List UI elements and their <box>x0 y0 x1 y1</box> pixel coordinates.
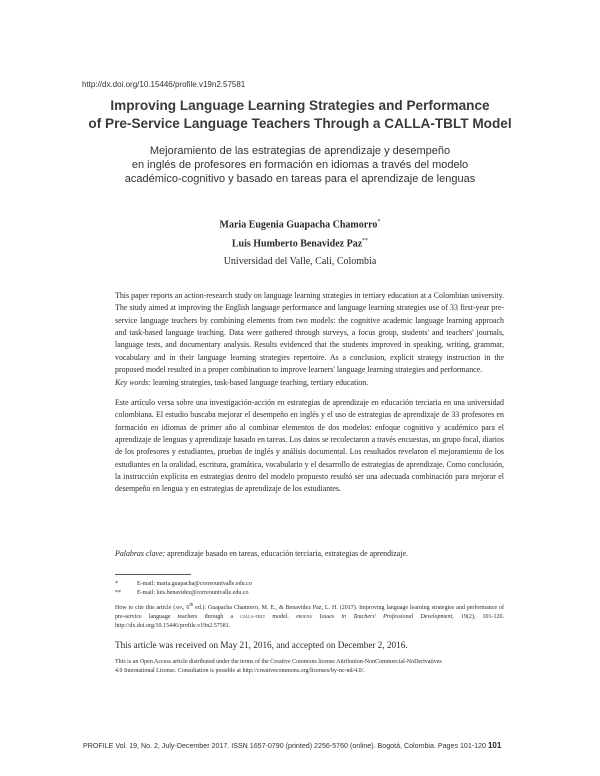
citation-journal: Issues in Teachers' Professional Development <box>312 614 453 621</box>
title-english-line-2: of Pre-Service Language Teachers Through a CALLA-TBLT Model <box>88 116 512 131</box>
author-1-mark: * <box>377 219 381 225</box>
author-2-name: Luis Humberto Benavidez Paz <box>231 238 363 250</box>
footnote-divider <box>115 574 191 575</box>
abstract-spanish: Este artículo versa sobre una investigación-acción en estrategias de aprendizaje en educación terciaria en una universidad colombiana. El estudio buscaba mejorar el desempeño en inglés y el uso de estrategias de aprendizaje de 33 profesores en formación en idiomas de primer año al combinar elementos de dos modelos: enfoque cognitivo y académico para el aprendizaje de lenguas y aprendizaje basado en tareas. Los datos se recolectaron a través encuestas, un grupo focal, diarios de los profesores y estudiantes, pruebas de inglés y análisis documental. Los resultados revelaron el mejoramiento de los estudiantes en la oralidad, escritura, gramática, vocabulario y el desarrollo de estrategias de aprendizaje. Como conclusión, la instrucción explícita en estrategias dentro del modelo propuesto resultó ser una adecuada combinación para mejorar el desempeño en lengua y en estrategias de aprendizaje de los estudiantes. <box>115 398 504 494</box>
author-1-name: Maria Eugenia Guapacha Chamorro <box>219 219 378 231</box>
citation-edition-sup: th <box>189 603 194 608</box>
author-2-mark: ** <box>362 238 369 245</box>
footnote-2 <box>115 589 248 597</box>
license-line-2: 4.0 International License. Consultation is possible at http://creativecommons.org/licenses/by-nc-nd/4.0/. <box>115 668 365 675</box>
footnote-1 <box>115 580 252 588</box>
author-block <box>150 214 450 270</box>
title-english <box>60 97 540 133</box>
citation-post: ed.): Guapacha Chamorro, M. E., & Benavidez Paz, L. H. (2017). Improving language learning strategies and performance of pre-service language teachers through a <box>115 605 504 621</box>
footnote-1-mark: * <box>115 581 118 587</box>
footnote-2-mark: ** <box>115 590 121 596</box>
footnote-1-text: E-mail: maria.guapacha@correounivalle.edu.co <box>137 581 252 587</box>
citation-tail: (2), 101-120. http://dx.doi.org/10.15446/profile.v19n2.57581. <box>115 614 505 630</box>
doi-link[interactable]: http://dx.doi.org/10.15446/profile.v19n2.57581 <box>82 80 246 89</box>
title-spanish <box>80 144 520 186</box>
title-spanish-line-1: Mejoramiento de las estrategias de aprendizaje y desempeño <box>149 145 451 157</box>
footer-journal-info: PROFILE Vol. 19, No. 2, July-December 2017. ISSN 1657-0790 (printed) 2256-5760 (online). Bogotá, Colombia. Pages 101-120 <box>83 742 486 750</box>
keywords-spanish <box>115 548 504 560</box>
citation-pre: How to cite this article ( <box>115 605 176 611</box>
citation-style: apa <box>175 605 183 611</box>
footnote-2-text: E-mail: luis.benavidez@correounivalle.edu.co <box>137 590 249 596</box>
author-1 <box>150 214 450 233</box>
title-spanish-line-2: en inglés de profesores en formación en idiomas a través del modelo <box>131 159 469 171</box>
keywords-label: Key words: <box>115 378 151 387</box>
citation-post2: model. <box>265 614 297 621</box>
citation <box>115 601 504 632</box>
license-note <box>115 658 504 677</box>
citation-volume: , 19 <box>452 614 467 621</box>
license-line-1: This is an Open Access article distributed under the terms of the Creative Commons license Attribution-NonCommercial-NoDerivatives <box>115 659 442 665</box>
received-date: This article was received on May 21, 2016, and accepted on December 2, 2016. <box>115 640 408 650</box>
citation-mid: , 6 <box>182 605 190 611</box>
palabras-label: Palabras clave: <box>115 549 166 558</box>
page-number: 101 <box>487 741 502 750</box>
keywords-text: learning strategies, task-based language teaching, tertiary education. <box>152 378 369 387</box>
page-footer <box>83 741 501 750</box>
affiliation: Universidad del Valle, Cali, Colombia <box>223 255 377 267</box>
title-english-line-1: Improving Language Learning Strategies and Performance <box>110 98 490 113</box>
abstract-english: This paper reports an action-research study on language learning strategies in tertiary education at a Colombian university. The study aimed at improving the English language performance and language learning strategies use of 33 first-year pre-service language teachers by combining elements from two models: the cognitive academic language learning approach and task-based language teaching. Data were gathered through surveys, a focus group, students' and teachers' journals, language tests, and documentary analysis. Results evidenced that the students improved in speaking, writing, grammar, vocabulary and in their language learning strategies repertoire. As a conclusion, explicit strategy instruction in the proposed model resulted in a proper combination to improve learners' language learning strategies and performance. <box>115 291 504 375</box>
author-2 <box>150 233 450 252</box>
title-spanish-line-3: académico-cognitivo y basado en tareas para el aprendizaje de lenguas <box>124 173 476 185</box>
palabras-text: aprendizaje basado en tareas, educación terciaria, estrategias de aprendizaje. <box>167 549 408 558</box>
keywords-english <box>115 377 504 389</box>
citation-journal-sc: profile <box>296 614 313 621</box>
citation-model: calla-tblt <box>240 614 266 621</box>
